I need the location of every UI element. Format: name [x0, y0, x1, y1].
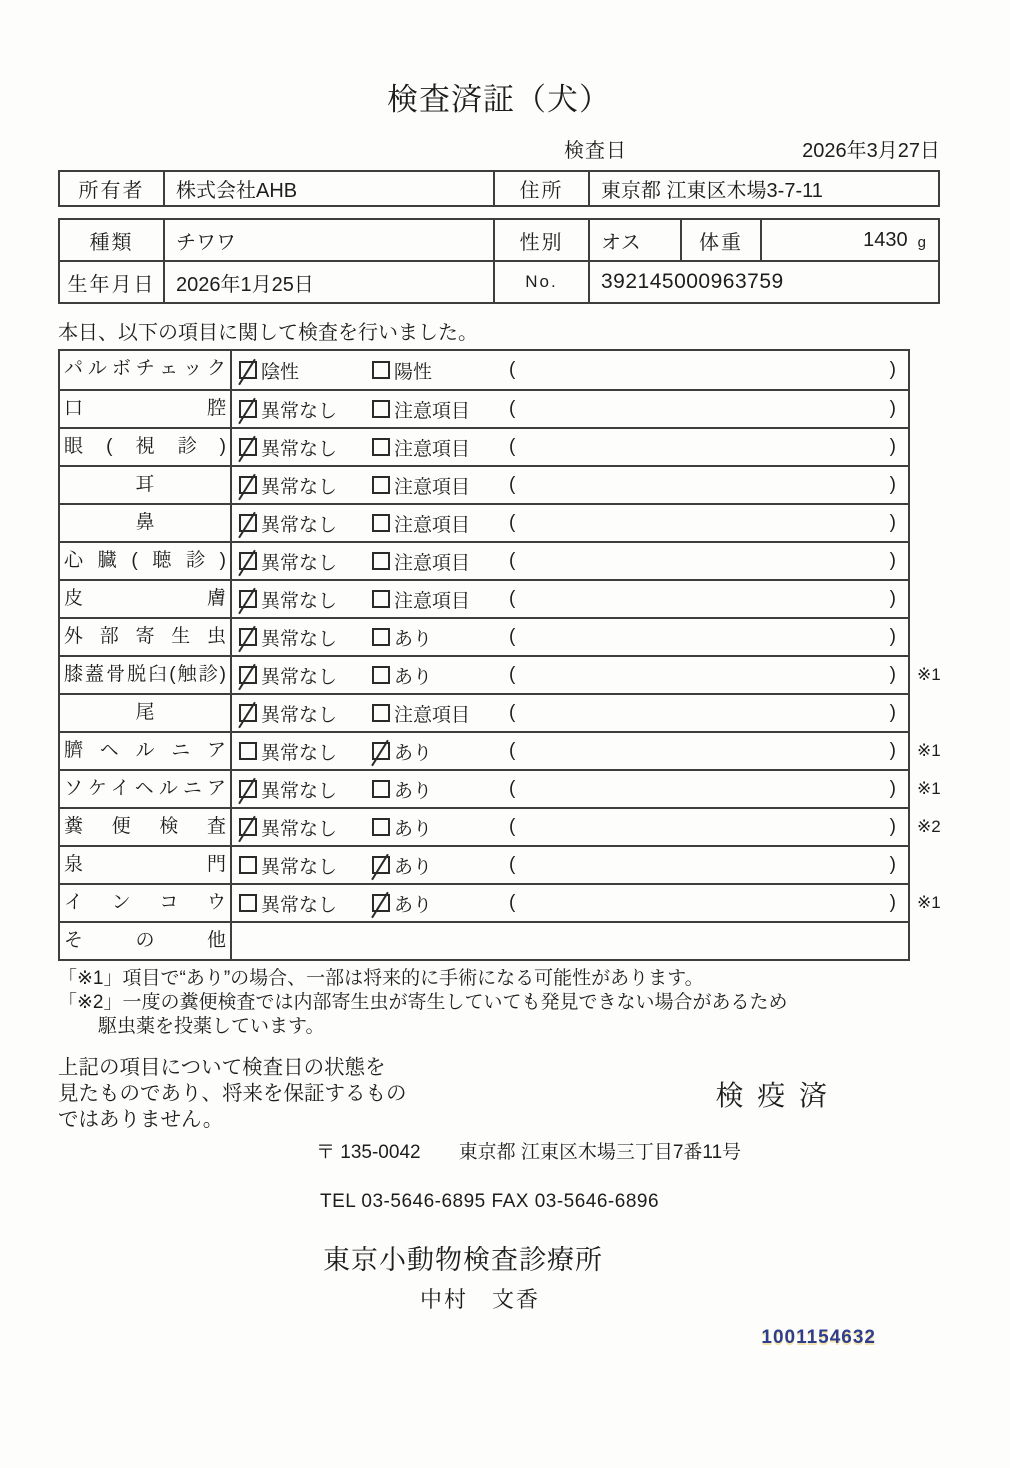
inspection-row	[60, 921, 908, 959]
inspection-row	[60, 465, 908, 503]
paren-open: (	[509, 474, 516, 495]
checkbox-checked-icon	[372, 742, 390, 760]
paren-open: (	[509, 664, 516, 685]
inspection-row	[60, 427, 908, 465]
checkbox-checked-icon	[239, 780, 257, 798]
option-label: 異常なし	[261, 780, 338, 802]
footnote-mark: ※1	[917, 665, 941, 684]
option-label: 異常なし	[261, 514, 338, 536]
checkbox-checked-icon	[372, 856, 390, 874]
inspection-table	[58, 349, 941, 961]
option-label: 異常なし	[261, 438, 338, 460]
inspection-row-content	[232, 543, 908, 579]
option-label: 異常なし	[261, 704, 338, 726]
remarks-parentheses	[509, 474, 896, 496]
paren-close: )	[889, 359, 896, 380]
checkbox-checked-icon	[239, 400, 257, 418]
result-option	[239, 662, 372, 689]
option-label: 陽性	[394, 361, 433, 383]
checkbox-checked-icon	[239, 704, 257, 722]
birthdate-label: 生年月日	[60, 262, 165, 302]
result-option	[372, 510, 509, 537]
option-label: 陰性	[261, 361, 300, 383]
inspection-row	[60, 541, 908, 579]
option-label: あり	[394, 894, 433, 916]
result-option	[372, 624, 509, 651]
checkbox-unchecked-icon	[372, 780, 390, 798]
inspection-row	[60, 579, 908, 617]
inspection-item-label: 尾	[60, 695, 232, 731]
paren-open: (	[509, 892, 516, 913]
clinic-address: 東京都 江東区木場三丁目7番11号	[458, 1142, 742, 1163]
pet-info-row-2	[60, 262, 938, 302]
option-label: 異常なし	[261, 818, 338, 840]
inspection-row	[60, 845, 908, 883]
remarks-parentheses	[509, 359, 896, 381]
checkbox-unchecked-icon	[372, 666, 390, 684]
paren-close: )	[889, 778, 896, 799]
result-option	[239, 700, 372, 727]
option-label: あり	[394, 628, 433, 650]
inspection-row-content	[232, 695, 908, 731]
option-label: あり	[394, 742, 433, 764]
remarks-parentheses	[509, 436, 896, 458]
checkbox-unchecked-icon	[372, 552, 390, 570]
footnote-mark: ※1	[917, 741, 941, 760]
result-option	[239, 434, 372, 461]
inspection-row-content	[232, 809, 908, 845]
owner-table	[58, 170, 940, 207]
weight-unit: g	[917, 233, 926, 251]
paren-close: )	[889, 702, 896, 723]
pet-info-row-1	[60, 220, 938, 262]
paren-close: )	[889, 740, 896, 761]
option-label: あり	[394, 666, 433, 688]
option-label: 注意項目	[394, 476, 471, 498]
paren-close: )	[889, 854, 896, 875]
checkbox-unchecked-icon	[372, 590, 390, 608]
option-label: あり	[394, 818, 433, 840]
birthdate-value: 2026年1月25日	[165, 262, 495, 302]
disclaimer-line-1: 上記の項目について検査日の状態を	[58, 1056, 386, 1079]
footnote-1: 「※1」項目で“あり”の場合、一部は将来的に手術になる可能性があります。	[58, 968, 704, 989]
checkbox-checked-icon	[239, 438, 257, 456]
checkbox-unchecked-icon	[239, 894, 257, 912]
paren-open: (	[509, 512, 516, 533]
inspection-item-label: インコウ	[60, 885, 232, 921]
disclaimer-line-3: ではありません。	[58, 1108, 224, 1131]
footnotes	[58, 967, 940, 1039]
result-option	[239, 814, 372, 841]
inspection-row-content	[232, 771, 908, 807]
document-title: 検査済証（犬）	[387, 82, 611, 117]
inspection-row	[60, 389, 908, 427]
paren-close: )	[889, 550, 896, 571]
paren-close: )	[889, 626, 896, 647]
result-option	[239, 396, 372, 423]
inspection-item-label: その他	[60, 923, 232, 959]
option-label: 注意項目	[394, 590, 471, 612]
result-option	[239, 852, 372, 879]
result-option	[239, 510, 372, 537]
option-label: 注意項目	[394, 704, 471, 726]
inspection-date-label: 検査日	[564, 140, 627, 162]
paren-close: )	[889, 474, 896, 495]
result-option	[372, 776, 509, 803]
remarks-parentheses	[509, 816, 896, 838]
inspection-row	[60, 731, 941, 769]
remarks-parentheses	[509, 550, 896, 572]
inspection-date-row	[58, 135, 940, 163]
paren-open: (	[509, 398, 516, 419]
footnote-mark: ※1	[917, 893, 941, 912]
inspection-row-content	[232, 885, 908, 921]
no-value: 392145000963759	[601, 270, 784, 293]
inspection-row	[60, 769, 941, 807]
result-option	[239, 890, 372, 917]
option-label: 注意項目	[394, 400, 471, 422]
result-option	[239, 472, 372, 499]
inspection-date-value: 2026年3月27日	[802, 140, 940, 162]
disclaimer-and-stamp	[58, 1055, 940, 1133]
option-label: 異常なし	[261, 400, 338, 422]
paren-close: )	[889, 512, 896, 533]
quarantine-passed-stamp: 検 疫 済	[715, 1080, 830, 1111]
intro-text: 本日、以下の項目に関して検査を行いました。	[58, 322, 478, 344]
inspection-item-label: 外部寄生虫	[60, 619, 232, 655]
paren-open: (	[509, 816, 516, 837]
result-option	[239, 548, 372, 575]
result-option	[239, 776, 372, 803]
paren-open: (	[509, 740, 516, 761]
inspection-row	[60, 883, 941, 921]
checkbox-unchecked-icon	[372, 704, 390, 722]
owner-value: 株式会社AHB	[165, 172, 495, 205]
paren-open: (	[509, 702, 516, 723]
inspection-row-content	[232, 467, 908, 503]
option-label: 異常なし	[261, 666, 338, 688]
paren-open: (	[509, 626, 516, 647]
remarks-parentheses	[509, 588, 896, 610]
result-option	[372, 472, 509, 499]
option-label: 異常なし	[261, 552, 338, 574]
inspection-row-content	[232, 505, 908, 541]
inspection-item-label: 膝蓋骨脱臼(触診)	[60, 657, 232, 693]
paren-open: (	[509, 359, 516, 380]
result-option	[372, 738, 509, 765]
sex-value: オス	[590, 220, 682, 260]
inspection-item-label: パルボチェック	[60, 351, 232, 389]
clinic-name: 東京小動物検査診療所	[323, 1245, 603, 1275]
inspection-row	[60, 807, 941, 845]
footnote-mark: ※1	[917, 779, 941, 798]
remarks-parentheses	[509, 702, 896, 724]
breed-label: 種類	[60, 220, 165, 260]
breed-value: チワワ	[165, 220, 495, 260]
result-option	[372, 890, 509, 917]
option-label: 注意項目	[394, 514, 471, 536]
inspection-row-content	[232, 351, 908, 389]
paren-open: (	[509, 550, 516, 571]
checkbox-checked-icon	[239, 590, 257, 608]
checkbox-unchecked-icon	[372, 818, 390, 836]
inspection-row	[60, 693, 908, 731]
result-option	[372, 700, 509, 727]
checkbox-checked-icon	[372, 894, 390, 912]
remarks-parentheses	[509, 854, 896, 876]
inspection-item-label: ソケイヘルニア	[60, 771, 232, 807]
checkbox-unchecked-icon	[372, 438, 390, 456]
inspection-item-label: 鼻	[60, 505, 232, 541]
owner-label: 所有者	[60, 172, 165, 205]
checkbox-unchecked-icon	[372, 514, 390, 532]
result-option	[372, 852, 509, 879]
disclaimer-line-2: 見たものであり、将来を保証するもの	[58, 1082, 407, 1105]
inspection-row-content	[232, 391, 908, 427]
checkbox-checked-icon	[239, 818, 257, 836]
examiner-name: 中村 文香	[420, 1287, 541, 1312]
sex-label: 性別	[495, 220, 590, 260]
checkbox-checked-icon	[239, 628, 257, 646]
option-label: 異常なし	[261, 742, 338, 764]
paren-close: )	[889, 892, 896, 913]
option-label: 異常なし	[261, 856, 338, 878]
inspection-row-content	[232, 657, 908, 693]
inspection-row-content	[232, 923, 908, 959]
inspection-item-label: 心臓(聴診)	[60, 543, 232, 579]
checkbox-unchecked-icon	[372, 628, 390, 646]
inspection-row	[60, 655, 941, 693]
checkbox-unchecked-icon	[372, 361, 390, 379]
checkbox-unchecked-icon	[372, 476, 390, 494]
checkbox-checked-icon	[239, 476, 257, 494]
address-value: 東京都 江東区木場3-7-11	[601, 180, 823, 202]
checkbox-unchecked-icon	[372, 400, 390, 418]
inspection-row-content	[232, 429, 908, 465]
inspection-row	[60, 503, 908, 541]
result-option	[372, 548, 509, 575]
inspection-row-content	[232, 847, 908, 883]
result-option	[239, 624, 372, 651]
footnote-mark: ※2	[917, 817, 941, 836]
inspection-item-label: 眼(視診)	[60, 429, 232, 465]
inspection-item-label: 口腔	[60, 391, 232, 427]
footnote-2-line1: 「※2」一度の糞便検査では内部寄生虫が寄生していても発見できない場合があるため	[58, 992, 788, 1013]
result-option	[372, 396, 509, 423]
inspection-row-content	[232, 619, 908, 655]
paren-close: )	[889, 664, 896, 685]
option-label: 異常なし	[261, 628, 338, 650]
result-option	[239, 738, 372, 765]
footnote-2-line2: 駆虫薬を投薬しています。	[98, 1016, 325, 1037]
paren-open: (	[509, 436, 516, 457]
inspection-row	[60, 617, 908, 655]
inspection-item-label: 耳	[60, 467, 232, 503]
result-option	[239, 357, 372, 384]
inspection-item-label: 臍ヘルニア	[60, 733, 232, 769]
option-label: あり	[394, 780, 433, 802]
inspection-row-content	[232, 733, 908, 769]
paren-close: )	[889, 588, 896, 609]
address-label: 住所	[495, 172, 590, 205]
option-label: 注意項目	[394, 552, 471, 574]
postal-code: 〒 135-0042	[316, 1142, 421, 1163]
result-option	[372, 662, 509, 689]
inspection-item-label: 糞便検査	[60, 809, 232, 845]
result-option	[239, 586, 372, 613]
paren-open: (	[509, 588, 516, 609]
remarks-parentheses	[509, 664, 896, 686]
checkbox-unchecked-icon	[239, 742, 257, 760]
inspection-row-content	[232, 581, 908, 617]
weight-label: 体重	[682, 220, 762, 260]
option-label: 異常なし	[261, 894, 338, 916]
result-option	[372, 814, 509, 841]
remarks-parentheses	[509, 778, 896, 800]
checkbox-checked-icon	[239, 361, 257, 379]
weight-value-cell	[762, 220, 938, 260]
checkbox-checked-icon	[239, 666, 257, 684]
tel-fax-line: TEL 03-5646-6895 FAX 03-5646-6896	[320, 1191, 660, 1212]
remarks-parentheses	[509, 512, 896, 534]
checkbox-unchecked-icon	[239, 856, 257, 874]
paren-open: (	[509, 778, 516, 799]
disclaimer-text	[58, 1055, 407, 1133]
result-option	[372, 586, 509, 613]
pet-info-table	[58, 218, 940, 304]
result-option	[372, 357, 509, 384]
clinic-address-line	[316, 1137, 940, 1164]
remarks-parentheses	[509, 892, 896, 914]
result-option	[372, 434, 509, 461]
remarks-parentheses	[509, 740, 896, 762]
inspection-item-label: 皮膚	[60, 581, 232, 617]
checkbox-checked-icon	[239, 514, 257, 532]
option-label: 注意項目	[394, 438, 471, 460]
remarks-parentheses	[509, 626, 896, 648]
option-label: 異常なし	[261, 476, 338, 498]
option-label: あり	[394, 856, 433, 878]
paren-close: )	[889, 398, 896, 419]
paren-close: )	[889, 816, 896, 837]
serial-number: 1001154632	[761, 1327, 876, 1348]
paren-open: (	[509, 854, 516, 875]
inspection-item-label: 泉門	[60, 847, 232, 883]
no-label: No.	[495, 262, 590, 302]
paren-close: )	[889, 436, 896, 457]
option-label: 異常なし	[261, 590, 338, 612]
remarks-parentheses	[509, 398, 896, 420]
checkbox-checked-icon	[239, 552, 257, 570]
inspection-row	[60, 351, 908, 389]
weight-value: 1430	[863, 228, 908, 251]
